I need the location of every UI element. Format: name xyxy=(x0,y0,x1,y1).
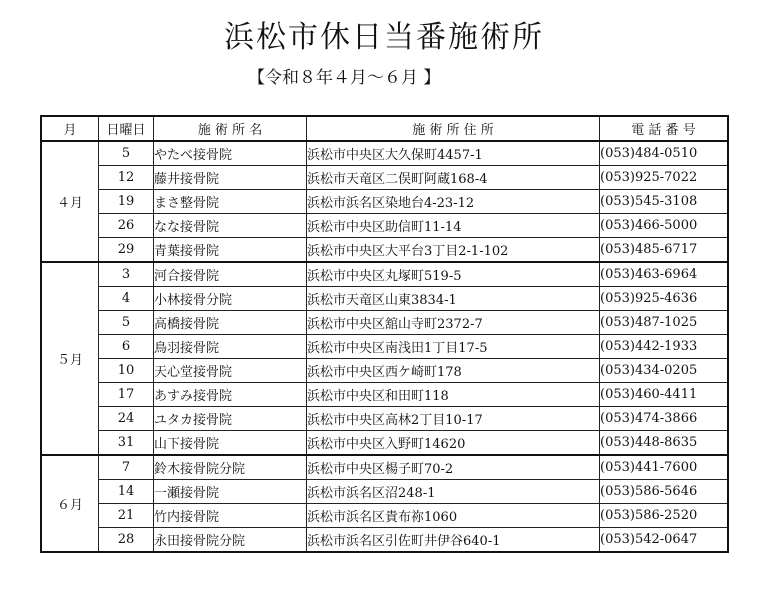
clinic-name-cell: 山下接骨院 xyxy=(154,431,307,456)
table-row xyxy=(41,287,728,311)
phone-cell: (053)463-6964 xyxy=(600,262,729,287)
phone-cell: (053)485-6717 xyxy=(600,238,729,263)
clinic-address-cell: 浜松市天竜区二俣町阿蔵168-4 xyxy=(307,166,600,190)
clinic-address-cell: 浜松市中央区西ケ崎町178 xyxy=(307,359,600,383)
phone-cell: (053)466-5000 xyxy=(600,214,729,238)
clinic-name-cell: 一瀬接骨院 xyxy=(154,480,307,504)
phone-cell: (053)925-7022 xyxy=(600,166,729,190)
clinic-name-cell: 鳥羽接骨院 xyxy=(154,335,307,359)
clinic-name-cell: まさ整骨院 xyxy=(154,190,307,214)
clinic-name-cell: 高橋接骨院 xyxy=(154,311,307,335)
clinic-address-cell: 浜松市中央区大久保町4457-1 xyxy=(307,141,600,166)
clinic-name-cell: 小林接骨分院 xyxy=(154,287,307,311)
header-row xyxy=(41,116,728,141)
clinic-address-cell: 浜松市天竜区山東3834-1 xyxy=(307,287,600,311)
phone-cell: (053)487-1025 xyxy=(600,311,729,335)
phone-cell: (053)484-0510 xyxy=(600,141,729,166)
clinic-name-cell: ユタカ接骨院 xyxy=(154,407,307,431)
clinic-name-cell: あすみ接骨院 xyxy=(154,383,307,407)
clinic-name-cell: 藤井接骨院 xyxy=(154,166,307,190)
month-cell: ５月 xyxy=(41,262,99,455)
day-cell: 5 xyxy=(99,311,154,335)
header-month: 月 xyxy=(41,116,99,141)
table-row xyxy=(41,480,728,504)
table-header xyxy=(41,116,728,141)
day-cell: 5 xyxy=(99,141,154,166)
clinic-name-cell: 竹内接骨院 xyxy=(154,504,307,528)
table-row xyxy=(41,359,728,383)
day-cell: 17 xyxy=(99,383,154,407)
table-row xyxy=(41,190,728,214)
day-cell: 4 xyxy=(99,287,154,311)
page-title: 浜松市休日当番施術所 xyxy=(224,20,544,55)
table-row xyxy=(41,431,728,456)
table-row xyxy=(41,455,728,480)
table-row xyxy=(41,141,728,166)
period-subtitle: 【令和８年４月～６月 】 xyxy=(248,68,441,88)
clinic-address-cell: 浜松市中央区入野町14620 xyxy=(307,431,600,456)
day-cell: 6 xyxy=(99,335,154,359)
day-cell: 10 xyxy=(99,359,154,383)
table-row xyxy=(41,504,728,528)
table-row xyxy=(41,311,728,335)
clinic-name-cell: 河合接骨院 xyxy=(154,262,307,287)
clinic-address-cell: 浜松市浜名区沼248-1 xyxy=(307,480,600,504)
table-body xyxy=(41,141,728,552)
clinic-address-cell: 浜松市浜名区引佐町井伊谷640-1 xyxy=(307,528,600,553)
phone-cell: (053)545-3108 xyxy=(600,190,729,214)
clinic-address-cell: 浜松市中央区和田町118 xyxy=(307,383,600,407)
day-cell: 26 xyxy=(99,214,154,238)
day-cell: 31 xyxy=(99,431,154,456)
clinic-name-cell: 永田接骨院分院 xyxy=(154,528,307,553)
phone-cell: (053)542-0647 xyxy=(600,528,729,553)
table-row xyxy=(41,335,728,359)
day-cell: 7 xyxy=(99,455,154,480)
phone-cell: (053)586-2520 xyxy=(600,504,729,528)
day-cell: 28 xyxy=(99,528,154,553)
day-cell: 19 xyxy=(99,190,154,214)
clinic-address-cell: 浜松市中央区高林2丁目10-17 xyxy=(307,407,600,431)
clinic-name-cell: 天心堂接骨院 xyxy=(154,359,307,383)
clinic-address-cell: 浜松市中央区大平台3丁目2-1-102 xyxy=(307,238,600,263)
clinic-address-cell: 浜松市中央区南浅田1丁目17-5 xyxy=(307,335,600,359)
phone-cell: (053)460-4411 xyxy=(600,383,729,407)
phone-cell: (053)441-7600 xyxy=(600,455,729,480)
table-row xyxy=(41,528,728,553)
clinic-address-cell: 浜松市中央区丸塚町519-5 xyxy=(307,262,600,287)
phone-cell: (053)586-5646 xyxy=(600,480,729,504)
clinic-address-cell: 浜松市中央区楊子町70-2 xyxy=(307,455,600,480)
header-phone: 電 話 番 号 xyxy=(600,116,729,141)
month-cell: ４月 xyxy=(41,141,99,262)
header-clinic-name: 施 術 所 名 xyxy=(154,116,307,141)
phone-cell: (053)448-8635 xyxy=(600,431,729,456)
header-clinic-address: 施 術 所 住 所 xyxy=(307,116,600,141)
clinic-address-cell: 浜松市浜名区貴布祢1060 xyxy=(307,504,600,528)
clinic-name-cell: やたべ接骨院 xyxy=(154,141,307,166)
day-cell: 29 xyxy=(99,238,154,263)
phone-cell: (053)442-1933 xyxy=(600,335,729,359)
clinic-address-cell: 浜松市中央区助信町11-14 xyxy=(307,214,600,238)
day-cell: 14 xyxy=(99,480,154,504)
table-row xyxy=(41,383,728,407)
table-row xyxy=(41,166,728,190)
day-cell: 24 xyxy=(99,407,154,431)
table-row xyxy=(41,214,728,238)
clinic-address-cell: 浜松市浜名区染地台4-23-12 xyxy=(307,190,600,214)
day-cell: 3 xyxy=(99,262,154,287)
clinic-name-cell: 鈴木接骨院分院 xyxy=(154,455,307,480)
month-cell: ６月 xyxy=(41,455,99,552)
day-cell: 21 xyxy=(99,504,154,528)
clinic-name-cell: 青葉接骨院 xyxy=(154,238,307,263)
phone-cell: (053)925-4636 xyxy=(600,287,729,311)
clinic-name-cell: なな接骨院 xyxy=(154,214,307,238)
table-row xyxy=(41,262,728,287)
phone-cell: (053)474-3866 xyxy=(600,407,729,431)
phone-cell: (053)434-0205 xyxy=(600,359,729,383)
day-cell: 12 xyxy=(99,166,154,190)
clinic-address-cell: 浜松市中央区舘山寺町2372-7 xyxy=(307,311,600,335)
header-day: 日曜日 xyxy=(99,116,154,141)
table-row xyxy=(41,407,728,431)
table-row xyxy=(41,238,728,263)
holiday-schedule-table xyxy=(40,115,729,553)
